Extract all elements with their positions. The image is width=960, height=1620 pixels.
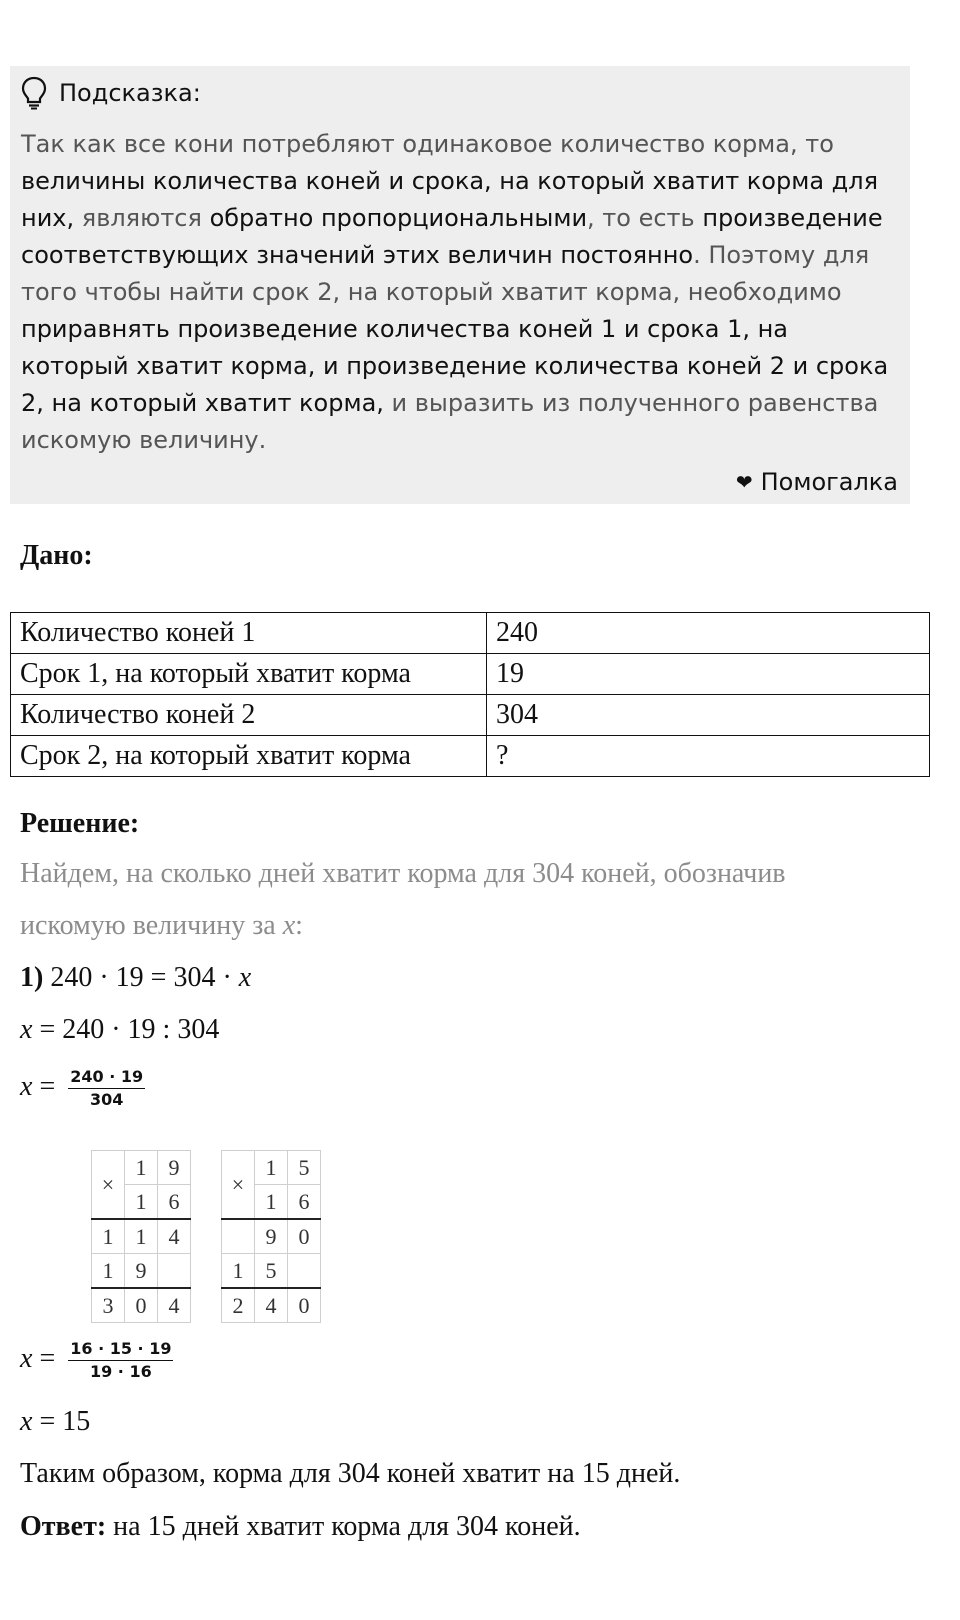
grid-cell bbox=[222, 1219, 255, 1254]
grid-cell: 1 bbox=[125, 1151, 158, 1185]
grid-cell: 1 bbox=[92, 1219, 125, 1254]
grid-cell: 5 bbox=[288, 1151, 321, 1185]
eq4-var: x bbox=[20, 1342, 33, 1374]
fraction-2-numerator: 16 · 15 · 19 bbox=[68, 1338, 173, 1361]
grid-cell: 0 bbox=[288, 1288, 321, 1323]
grid-cell: 5 bbox=[255, 1254, 288, 1289]
multiplication-grid-2 bbox=[221, 1150, 321, 1323]
equation-3 bbox=[20, 1066, 145, 1111]
given-row bbox=[11, 695, 930, 736]
equation-4 bbox=[20, 1338, 173, 1383]
intro-text: искомую величину за bbox=[20, 910, 276, 941]
grid-cell: 1 bbox=[125, 1185, 158, 1220]
eq2-var: x bbox=[20, 1014, 33, 1045]
equation-5 bbox=[20, 1406, 90, 1438]
hint-text bbox=[21, 126, 901, 459]
fraction-1 bbox=[68, 1066, 145, 1111]
conclusion: Таким образом, корма для 304 коней хватит на 15 дней. bbox=[20, 1458, 681, 1489]
solution-intro-line1: Найдем, на сколько дней хватит корма для 304 коней, обозначив bbox=[20, 858, 786, 889]
grid-cell: 9 bbox=[158, 1151, 191, 1185]
grid-row bbox=[92, 1151, 191, 1185]
answer bbox=[20, 1511, 581, 1543]
grid-row bbox=[222, 1219, 321, 1254]
heart-icon: ❤ bbox=[735, 470, 753, 494]
equation-1 bbox=[20, 962, 251, 994]
solution-intro-line2 bbox=[20, 910, 303, 942]
grid-cell: × bbox=[222, 1151, 255, 1220]
grid-cell: 1 bbox=[255, 1151, 288, 1185]
given-label: Количество коней 2 bbox=[11, 695, 487, 736]
hint-box bbox=[10, 66, 910, 504]
grid-row bbox=[92, 1219, 191, 1254]
given-label: Срок 2, на который хватит корма bbox=[11, 736, 487, 777]
intro-colon: : bbox=[295, 910, 303, 941]
grid-cell bbox=[288, 1254, 321, 1289]
hint-text-part: произведение соответствующих значений этих величин постоянно bbox=[21, 204, 883, 269]
given-value: ? bbox=[487, 736, 930, 777]
hint-text-part: Так как все кони потребляют одинаковое количество корма, то bbox=[21, 130, 834, 158]
grid-cell: 9 bbox=[125, 1254, 158, 1289]
grid-cell: 6 bbox=[288, 1185, 321, 1220]
hint-text-part: приравнять произведение количества коней 1 и срока 1, на который хватит корма, и произведение количества коней 2 и срока 2, на который хватит корма, bbox=[21, 315, 889, 417]
given-value: 240 bbox=[487, 613, 930, 654]
multiplication-grid-1 bbox=[91, 1150, 191, 1323]
given-label: Срок 1, на который хватит корма bbox=[11, 654, 487, 695]
grid-cell: 4 bbox=[158, 1219, 191, 1254]
grid-row bbox=[222, 1254, 321, 1289]
eq3-var: x bbox=[20, 1070, 33, 1102]
eq3-equals: = bbox=[32, 1070, 56, 1102]
grid-cell: 9 bbox=[255, 1219, 288, 1254]
answer-label: Ответ: bbox=[20, 1511, 107, 1542]
hint-text-part: величины количества коней и срока, на который хватит корма для них, bbox=[21, 167, 879, 232]
grid-cell: 1 bbox=[222, 1254, 255, 1289]
grid-cell: 0 bbox=[125, 1288, 158, 1323]
hint-title: Подсказка: bbox=[59, 78, 201, 107]
given-label: Количество коней 1 bbox=[11, 613, 487, 654]
hint-header bbox=[21, 74, 900, 112]
grid-cell: 4 bbox=[158, 1288, 191, 1323]
given-value: 304 bbox=[487, 695, 930, 736]
grid-row bbox=[222, 1288, 321, 1323]
given-row bbox=[11, 736, 930, 777]
eq1-text: 240 · 19 = 304 · bbox=[43, 962, 239, 993]
step-label: 1) bbox=[20, 962, 44, 993]
eq5-text: = 15 bbox=[32, 1406, 91, 1437]
grid-cell: 4 bbox=[255, 1288, 288, 1323]
given-value: 19 bbox=[487, 654, 930, 695]
grid-cell: 0 bbox=[288, 1219, 321, 1254]
given-row bbox=[11, 613, 930, 654]
eq1-var: x bbox=[238, 962, 252, 993]
hint-text-part: и выразить из полученного равенства искомую величину. bbox=[21, 389, 879, 454]
eq4-equals: = bbox=[32, 1342, 56, 1374]
grid-cell: 1 bbox=[92, 1254, 125, 1289]
grid-cell: 2 bbox=[222, 1288, 255, 1323]
grid-row bbox=[92, 1288, 191, 1323]
hint-text-part: обратно пропорциональными bbox=[209, 204, 588, 232]
given-table bbox=[10, 612, 930, 777]
grid-cell: 3 bbox=[92, 1288, 125, 1323]
solution-heading: Решение: bbox=[20, 808, 140, 839]
fraction-1-numerator: 240 · 19 bbox=[68, 1066, 145, 1089]
eq5-var: x bbox=[20, 1406, 33, 1437]
hint-text-part: являются bbox=[74, 204, 210, 232]
grid-cell: 1 bbox=[125, 1219, 158, 1254]
grid-cell: 1 bbox=[255, 1185, 288, 1220]
helper-label: Помогалка bbox=[760, 468, 898, 496]
grid-row bbox=[222, 1151, 321, 1185]
hint-text-part: , то есть bbox=[587, 204, 703, 232]
grid-cell: × bbox=[92, 1151, 125, 1220]
grid-cell: 6 bbox=[158, 1185, 191, 1220]
equation-2 bbox=[20, 1014, 219, 1046]
given-heading: Дано: bbox=[20, 540, 93, 571]
fraction-2 bbox=[68, 1338, 173, 1383]
eq2-text: = 240 · 19 : 304 bbox=[32, 1014, 220, 1045]
fraction-2-denominator: 19 · 16 bbox=[89, 1362, 152, 1381]
given-row bbox=[11, 654, 930, 695]
lightbulb-icon bbox=[21, 76, 47, 110]
grid-cell bbox=[158, 1254, 191, 1289]
intro-var: x bbox=[282, 910, 296, 941]
fraction-1-denominator: 304 bbox=[89, 1090, 124, 1109]
answer-text: на 15 дней хватит корма для 304 коней. bbox=[106, 1511, 581, 1542]
hint-text-part: . Поэтому для того чтобы найти срок 2, на который хватит корма, необходимо bbox=[21, 241, 870, 306]
grid-row bbox=[92, 1254, 191, 1289]
helper-credit bbox=[736, 464, 898, 501]
